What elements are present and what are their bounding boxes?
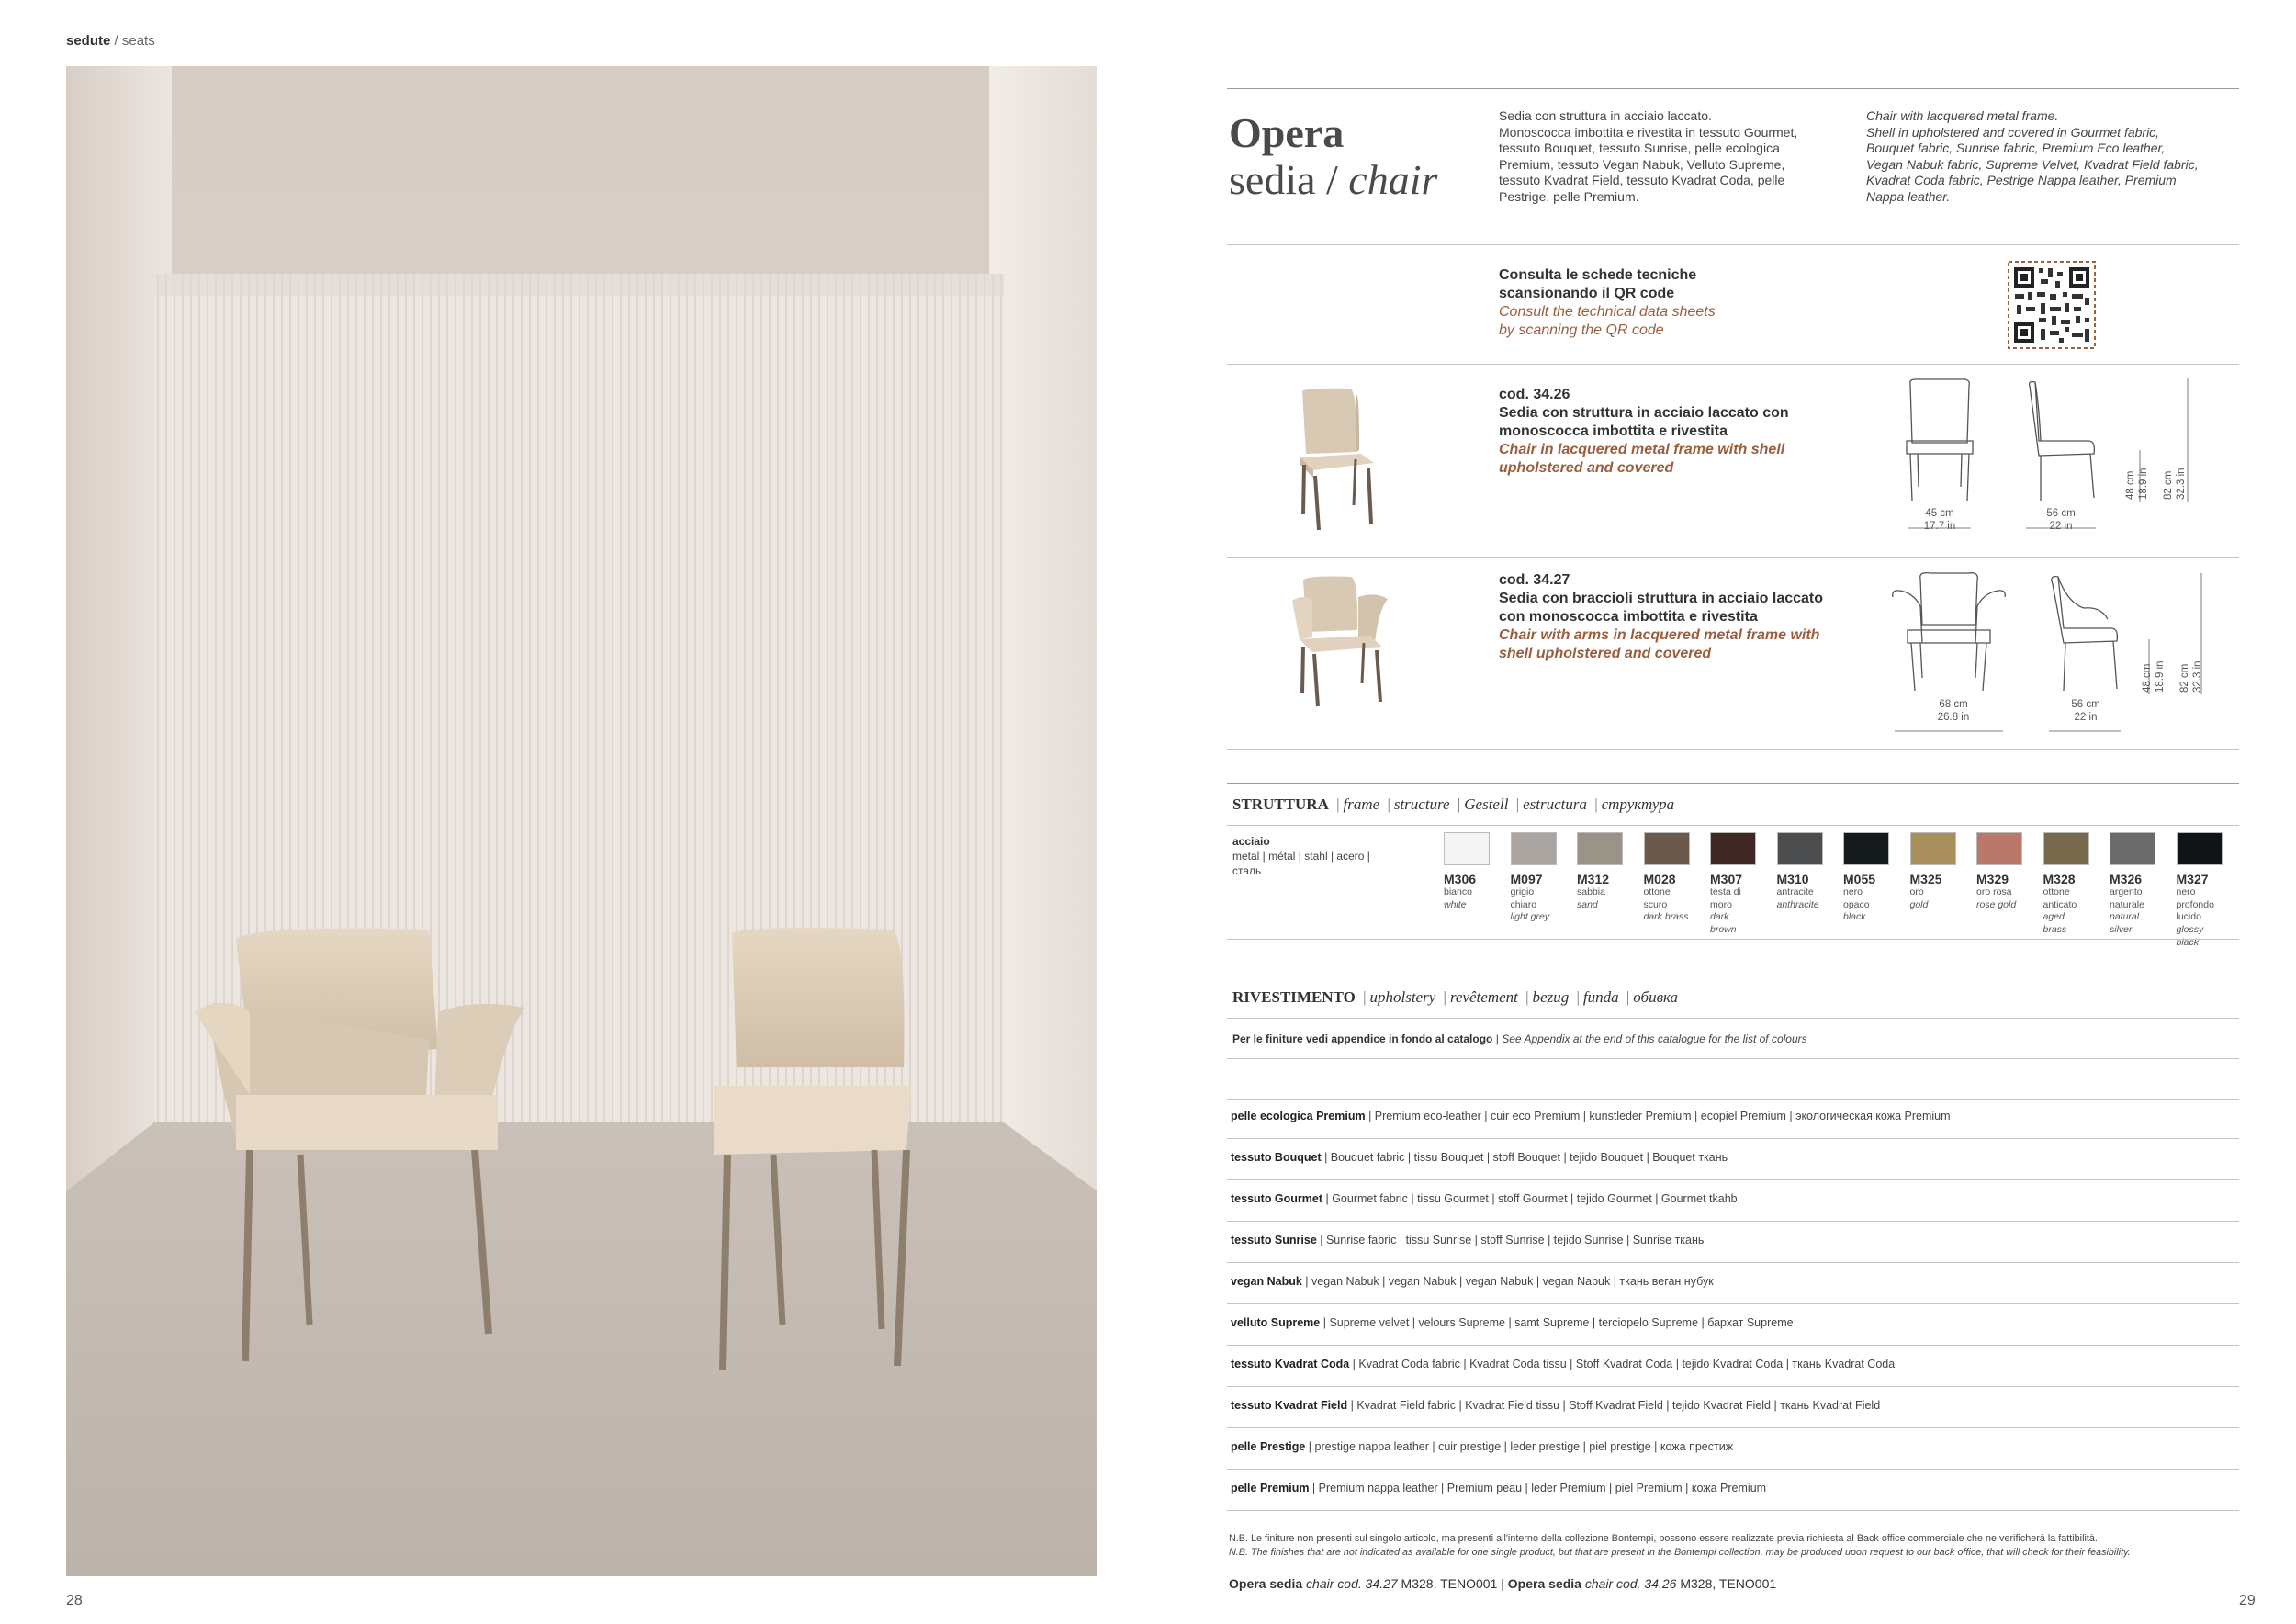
- finish-swatch-m327[interactable]: [2177, 832, 2223, 949]
- desc-it-line: Pestrige, pelle Premium.: [1499, 188, 1639, 204]
- upholstery-row: [1231, 1234, 1704, 1246]
- swatch-color-chip: [1976, 832, 2022, 865]
- finish-swatch-m307[interactable]: [1710, 832, 1756, 937]
- swatch-name-it: anticato: [2043, 898, 2077, 910]
- swatch-name-it: argento: [2110, 886, 2143, 897]
- swatch-name-it: testa di moro: [1710, 886, 1741, 910]
- qr-text-it: scansionando il QR code: [1499, 286, 1675, 301]
- upholstery-row: [1231, 1358, 1895, 1370]
- upholstery-row-name: velluto Supreme: [1231, 1316, 1321, 1329]
- description-it: [1499, 108, 1797, 205]
- dim-depth-cm: 56 cm: [2071, 699, 2100, 710]
- dim-width: [1901, 507, 1978, 534]
- qr-text-en: Consult the technical data sheets: [1499, 304, 1716, 320]
- finish-swatch-m306[interactable]: [1444, 832, 1490, 911]
- swatch-name-it: sabbia: [1577, 886, 1605, 897]
- page-number-left: 28: [66, 1593, 83, 1608]
- material-name: acciaio: [1232, 835, 1270, 848]
- divider: [1227, 557, 2239, 558]
- divider: [1227, 1427, 2239, 1428]
- qr-code-icon[interactable]: [2008, 261, 2096, 349]
- swatch-color-chip: [1910, 832, 1956, 865]
- dim-width: [1899, 698, 2008, 725]
- swatch-color-chip: [1710, 832, 1756, 865]
- swatch-color-chip: [2110, 832, 2155, 865]
- swatch-name-en: dark brown: [1710, 911, 1737, 935]
- dim-seat-height-in: 18.9 in: [2154, 660, 2166, 693]
- swatch-color-chip: [1444, 832, 1490, 865]
- finish-swatch-m097[interactable]: [1511, 832, 1557, 924]
- upholstery-note-it: Per le finiture vedi appendice in fondo al catalogo: [1232, 1032, 1493, 1045]
- divider: [1227, 1510, 2239, 1511]
- upholstery-row: [1231, 1482, 1766, 1494]
- footnote-it: N.B. Le finiture non presenti sul singolo articolo, ma presenti all'interno della collezione Bontempi, possono essere realizzate previa richiesta al Back office commerciale che ne verificherà la fattibilità.: [1229, 1533, 2098, 1544]
- structure-translation: estructura: [1523, 795, 1587, 813]
- upholstery-row: [1231, 1275, 1714, 1288]
- product-title-block: [1229, 110, 1437, 203]
- swatch-name-en: gold: [1909, 898, 1929, 910]
- dim-total-height: [2163, 468, 2189, 500]
- divider: [1227, 1018, 2239, 1019]
- divider: [1227, 825, 2239, 826]
- finish-swatch-m328[interactable]: [2043, 832, 2089, 937]
- swatch-code: M307: [1710, 872, 1743, 886]
- section-label-en: seats: [121, 33, 155, 49]
- qr-text: [1499, 266, 1716, 340]
- divider: [1227, 1386, 2239, 1387]
- swatch-code: M312: [1577, 872, 1610, 886]
- swatch-name-it: bianco: [1444, 886, 1472, 897]
- finish-swatch-m310[interactable]: [1777, 832, 1823, 911]
- variant-3427-text: [1499, 571, 1823, 663]
- desc-it-line: tessuto Bouquet, tessuto Sunrise, pelle ecologica: [1499, 141, 1780, 155]
- product-name: Opera: [1229, 109, 1345, 156]
- dim-width-cm: 45 cm: [1925, 508, 1954, 519]
- swatch-code: M306: [1444, 872, 1477, 886]
- upholstery-title: RIVESTIMENTO: [1232, 988, 1356, 1006]
- divider: [1227, 244, 2239, 245]
- variant-desc-it: monoscocca imbottita e rivestita: [1499, 423, 1728, 439]
- swatch-name-it: nero opaco: [1843, 886, 1870, 910]
- qr-text-en: by scanning the QR code: [1499, 322, 1664, 338]
- dim-total-height-cm: 82 cm: [2163, 470, 2174, 500]
- swatch-name-it: antracite: [1776, 886, 1814, 897]
- variant-desc-en: upholstered and covered: [1499, 460, 1674, 476]
- finish-swatch-m329[interactable]: [1976, 832, 2022, 911]
- desc-it-line: Monoscocca imbottita e rivestita in tessuto Gourmet,: [1499, 124, 1798, 140]
- structure-translation: Gestell: [1464, 795, 1509, 813]
- finish-swatch-m326[interactable]: [2110, 832, 2155, 937]
- swatch-name-it: lucido: [2176, 911, 2201, 923]
- upholstery-row-name: pelle Premium: [1231, 1482, 1310, 1494]
- swatch-code: M097: [1510, 872, 1543, 886]
- divider: [1227, 1345, 2239, 1346]
- upholstery-row-name: tessuto Kvadrat Field: [1231, 1399, 1348, 1412]
- upholstery-translation: обивка: [1633, 988, 1678, 1006]
- swatch-color-chip: [2043, 832, 2089, 865]
- swatch-name-it: nero profondo: [2176, 886, 2214, 910]
- material-translation-ru: сталь: [1232, 864, 1262, 878]
- dim-seat-height: [2125, 468, 2151, 500]
- variant-desc-en: shell upholstered and covered: [1499, 646, 1712, 661]
- upholstery-row-translations: | vegan Nabuk | vegan Nabuk | vegan Nabuk | vegan Nabuk | ткань веган нубук: [1301, 1275, 1714, 1288]
- swatch-name-en: light grey: [1510, 911, 1550, 923]
- swatch-name-en: dark brass: [1643, 911, 1689, 923]
- divider: [1227, 1262, 2239, 1263]
- upholstery-row-translations: | Premium nappa leather | Premium peau | leder Premium | piel Premium | кожа Premium: [1309, 1482, 1767, 1494]
- swatch-name-it: oro: [1909, 886, 1924, 897]
- swatch-name-it: ottone scuro: [1643, 886, 1671, 910]
- desc-it-line: Premium, tessuto Vegan Nabuk, Velluto Supreme,: [1499, 156, 1785, 172]
- product-subtitle-en: chair: [1348, 155, 1438, 203]
- structure-translation: структура: [1601, 795, 1675, 813]
- section-header: [66, 33, 155, 49]
- upholstery-row-translations: | Kvadrat Coda fabric | Kvadrat Coda tissu | Stoff Kvadrat Coda | tejido Kvadrat Coda | ткань Kvadrat Coda: [1349, 1358, 1896, 1370]
- product-subtitle-it: sedia: [1229, 155, 1316, 203]
- swatch-code: M325: [1909, 872, 1942, 886]
- variant-desc-en: Chair in lacquered metal frame with shell: [1499, 442, 1785, 457]
- swatch-code: M327: [2176, 872, 2209, 886]
- structure-title: STRUTTURA: [1232, 795, 1329, 813]
- desc-en-line: Chair with lacquered metal frame.: [1866, 108, 2059, 123]
- swatch-color-chip: [1511, 832, 1557, 865]
- swatch-color-chip: [1577, 832, 1623, 865]
- variant-3426-text: [1499, 386, 1789, 478]
- upholstery-row: [1231, 1440, 1733, 1453]
- upholstery-row: [1231, 1192, 1738, 1205]
- swatch-name-en: natural silver: [2110, 911, 2140, 935]
- swatch-name-en: glossy black: [2176, 923, 2204, 948]
- swatch-color-chip: [1843, 832, 1889, 865]
- upholstery-row-name: pelle Prestige: [1231, 1440, 1306, 1453]
- dim-width-in: 17.7 in: [1923, 521, 1956, 533]
- upholstery-row-translations: | Bouquet fabric | tissu Bouquet | stoff Bouquet | tejido Bouquet | Bouquet ткань: [1321, 1151, 1728, 1164]
- swatch-name-it: grigio chiaro: [1510, 886, 1537, 910]
- caption-product: Opera sedia: [1507, 1576, 1581, 1591]
- chair-3426-thumbnail: [1295, 386, 1414, 533]
- dim-width-cm: 68 cm: [1939, 699, 1968, 710]
- desc-en-line: Bouquet fabric, Sunrise fabric, Premium Eco leather,: [1866, 141, 2166, 155]
- footnote-en: N.B. The finishes that are not indicated as available for one single product, but that are present in the Bontempi collection, may be produced upon request to our back office, that will check for their feasibility.: [1229, 1547, 2131, 1559]
- dim-depth-in: 22 in: [2074, 712, 2098, 724]
- caption-code: cod. 34.27: [1334, 1576, 1398, 1591]
- section-label-it: sedute: [66, 33, 111, 49]
- divider: [1227, 88, 2239, 89]
- swatch-code: M028: [1643, 872, 1676, 886]
- dim-total-height-in: 32.3 in: [2175, 468, 2187, 500]
- finish-swatch-m312[interactable]: [1577, 832, 1623, 911]
- swatch-code: M329: [1976, 872, 2009, 886]
- upholstery-row-translations: | Supreme velvet | velours Supreme | samt Supreme | terciopelo Supreme | бархат Supreme: [1320, 1316, 1794, 1329]
- divider: [1227, 1179, 2239, 1180]
- caption-en: chair: [1302, 1576, 1334, 1591]
- swatch-name-it: ottone: [2043, 886, 2070, 897]
- structure-heading: STRUTTURA | frame | structure | Gestell | estructura | структура: [1232, 795, 1675, 813]
- qr-text-it: Consulta le schede tecniche: [1499, 267, 1697, 283]
- swatch-color-chip: [1644, 832, 1690, 865]
- upholstery-row: [1231, 1110, 1951, 1122]
- dim-total-height: [2179, 660, 2205, 693]
- caption-finish: M328, TENO001: [1676, 1576, 1777, 1591]
- desc-it-line: Sedia con struttura in acciaio laccato.: [1499, 108, 1712, 123]
- variant-code: cod. 34.26: [1499, 387, 1570, 402]
- dim-depth: [2051, 698, 2121, 725]
- swatch-color-chip: [2177, 832, 2223, 865]
- variant-code: cod. 34.27: [1499, 572, 1570, 588]
- dim-depth: [2026, 507, 2096, 534]
- divider: [1227, 1099, 2239, 1100]
- desc-it-line: tessuto Kvadrat Field, tessuto Kvadrat Coda, pelle: [1499, 173, 1785, 187]
- divider: [1227, 1058, 2239, 1059]
- swatch-code: M328: [2043, 872, 2076, 886]
- swatch-name-en: sand: [1577, 898, 1598, 910]
- desc-en-line: Nappa leather.: [1866, 188, 1951, 204]
- swatch-name-en: rose gold: [1976, 898, 2017, 910]
- finish-swatch-m055[interactable]: [1843, 832, 1889, 924]
- upholstery-row-name: tessuto Bouquet: [1231, 1151, 1322, 1164]
- finish-swatch-m325[interactable]: [1910, 832, 1956, 911]
- divider: [1227, 939, 2239, 940]
- divider: [1227, 749, 2239, 750]
- upholstery-translation: bezug: [1532, 988, 1570, 1006]
- material-label: [1232, 834, 1370, 879]
- swatch-name-en: white: [1444, 898, 1467, 910]
- swatch-code: M055: [1843, 872, 1876, 886]
- upholstery-row-translations: | Premium eco-leather | cuir eco Premium | kunstleder Premium | ecopiel Premium | экологическая кожа Premium: [1365, 1110, 1951, 1122]
- divider: [1227, 783, 2239, 784]
- page-number-right: 29: [2239, 1593, 2256, 1608]
- dim-seat-height-in: 18.9 in: [2137, 468, 2149, 500]
- swatch-code: M310: [1776, 872, 1809, 886]
- divider: [1227, 1469, 2239, 1470]
- structure-translation: frame: [1343, 795, 1380, 813]
- swatch-name-en: aged brass: [2043, 911, 2067, 935]
- dim-total-height-cm: 82 cm: [2179, 663, 2190, 693]
- upholstery-row-translations: | prestige nappa leather | cuir prestige | leder prestige | piel prestige | кожа престиж: [1305, 1440, 1734, 1453]
- material-translations: metal | métal | stahl | acero |: [1232, 850, 1370, 863]
- footnote: [1229, 1532, 2131, 1560]
- upholstery-row-translations: | Kvadrat Field fabric | Kvadrat Field tissu | Stoff Kvadrat Field | tejido Kvadrat Field | ткань Kvadrat Field: [1347, 1399, 1881, 1412]
- swatch-color-chip: [1777, 832, 1823, 865]
- upholstery-translation: upholstery: [1369, 988, 1436, 1006]
- upholstery-row-translations: | Sunrise fabric | tissu Sunrise | stoff Sunrise | tejido Sunrise | Sunrise ткань: [1316, 1234, 1705, 1246]
- variant-desc-it: Sedia con struttura in acciaio laccato con: [1499, 405, 1789, 421]
- variant-desc-it: con monoscocca imbottita e rivestita: [1499, 609, 1758, 625]
- caption-en: chair: [1581, 1576, 1614, 1591]
- upholstery-row-name: tessuto Gourmet: [1231, 1192, 1323, 1205]
- chair-3427-thumbnail: [1290, 573, 1419, 709]
- section-separator: /: [114, 33, 118, 49]
- dim-depth-in: 22 in: [2049, 521, 2073, 533]
- room-photo: [66, 66, 1097, 1576]
- divider: [1227, 1138, 2239, 1139]
- upholstery-row-translations: | Gourmet fabric | tissu Gourmet | stoff Gourmet | tejido Gourmet | Gourmet tkahb: [1322, 1192, 1738, 1205]
- product-subtitle-sep: /: [1326, 155, 1338, 203]
- upholstery-note: Per le finiture vedi appendice in fondo al catalogo | See Appendix at the end of this catalogue for the list of colours: [1232, 1032, 1807, 1045]
- desc-en-line: Kvadrat Coda fabric, Pestrige Nappa leather, Premium: [1866, 173, 2177, 187]
- structure-translation: structure: [1393, 795, 1450, 813]
- upholstery-translation: funda: [1582, 988, 1619, 1006]
- swatch-name-en: anthracite: [1776, 898, 1819, 910]
- swatch-code: M326: [2110, 872, 2143, 886]
- upholstery-row-name: pelle ecologica Premium: [1231, 1110, 1366, 1122]
- desc-en-line: Shell in upholstered and covered in Gourmet fabric,: [1866, 124, 2160, 140]
- upholstery-row: [1231, 1316, 1794, 1329]
- photo-caption: [1229, 1576, 1776, 1591]
- dim-depth-cm: 56 cm: [2046, 508, 2076, 519]
- caption-code: cod. 34.26: [1613, 1576, 1677, 1591]
- upholstery-row-name: tessuto Sunrise: [1231, 1234, 1317, 1246]
- upholstery-row: [1231, 1151, 1728, 1164]
- finish-swatch-m028[interactable]: [1644, 832, 1690, 924]
- divider: [1227, 1221, 2239, 1222]
- upholstery-row: [1231, 1399, 1880, 1412]
- dim-total-height-in: 32.3 in: [2191, 660, 2203, 693]
- dim-width-in: 26.8 in: [1937, 712, 1970, 724]
- caption-product: Opera sedia: [1229, 1576, 1303, 1591]
- description-en: [1866, 108, 2199, 205]
- swatch-name-it: naturale: [2110, 898, 2144, 910]
- dim-seat-height-cm: 48 cm: [2125, 470, 2136, 500]
- divider: [1227, 364, 2239, 365]
- divider: [1227, 1303, 2239, 1304]
- variant-desc-it: Sedia con braccioli struttura in acciaio laccato: [1499, 591, 1824, 606]
- desc-en-line: Vegan Nabuk fabric, Supreme Velvet, Kvadrat Field fabric,: [1866, 156, 2199, 172]
- variant-desc-en: Chair with arms in lacquered metal frame with: [1499, 627, 1820, 643]
- upholstery-note-en: See Appendix at the end of this catalogue for the list of colours: [1502, 1032, 1807, 1045]
- dim-seat-height: [2142, 660, 2167, 693]
- swatch-name-en: black: [1843, 911, 1866, 923]
- upholstery-translation: revêtement: [1449, 988, 1518, 1006]
- upholstery-row-name: tessuto Kvadrat Coda: [1231, 1358, 1350, 1370]
- upholstery-row-name: vegan Nabuk: [1231, 1275, 1302, 1288]
- caption-finish: M328, TENO001 |: [1397, 1576, 1508, 1591]
- upholstery-heading: RIVESTIMENTO | upholstery | revêtement | bezug | funda | обивка: [1232, 988, 1678, 1006]
- dim-seat-height-cm: 48 cm: [2142, 663, 2153, 693]
- swatch-name-it: oro rosa: [1976, 886, 2012, 897]
